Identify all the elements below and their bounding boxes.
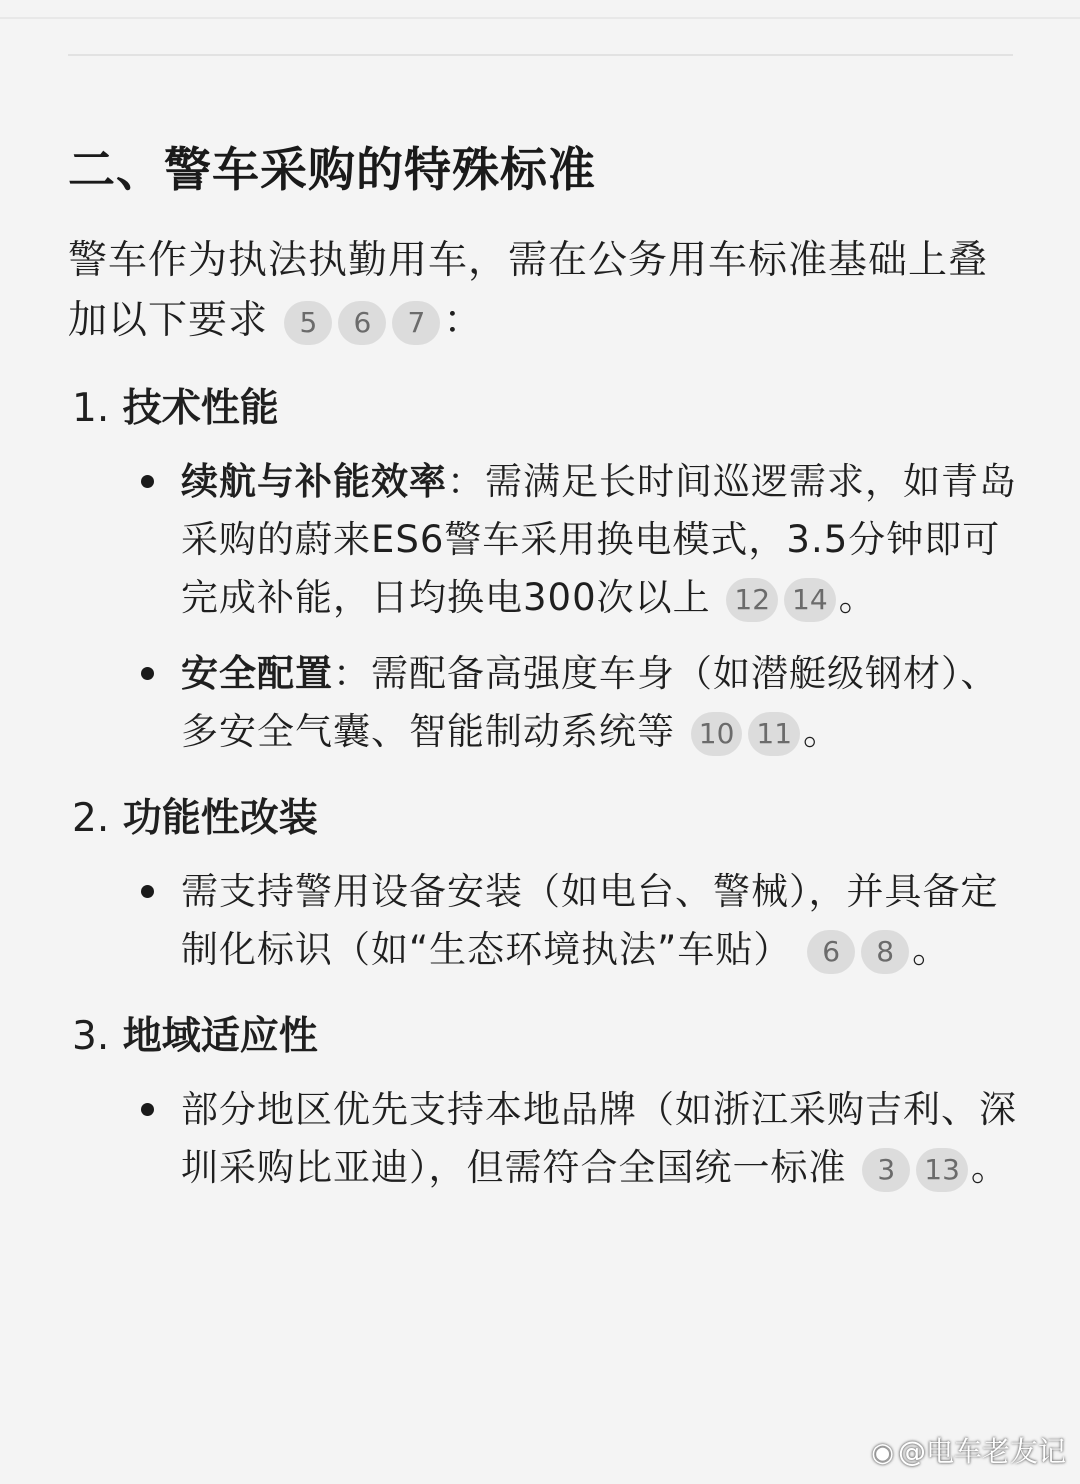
bullet-item [68,1081,1018,1197]
bullet-end: 。 [803,710,842,753]
citation-badge[interactable]: 3 [862,1148,910,1192]
list-heading-text: 地域适应性 [122,1014,318,1059]
bullet-text: 部分地区优先支持本地品牌（如浙江采购吉利、深圳采购比亚迪），但需符合全国统一标准 [181,1088,1017,1189]
list-number: 2. [72,796,110,841]
intro-paragraph [68,231,1018,351]
article-content [68,135,1018,1215]
list-heading-text: 功能性改装 [122,796,318,841]
citation-badge[interactable]: 14 [784,578,836,622]
intro-text: 警车作为执法执勤用车，需在公务用车标准基础上叠加以下要求 [68,238,989,343]
bullet-end: 。 [912,928,951,971]
citation-badge[interactable]: 8 [861,930,909,974]
citation-badge[interactable]: 10 [691,712,743,756]
bullet-bold-label: 续航与补能效率 [181,460,447,503]
bullet-item [68,453,1018,627]
citation-badge[interactable]: 6 [338,301,386,345]
list-number: 1. [72,386,110,431]
bullet-list [68,863,1018,979]
citation-badge[interactable]: 6 [807,930,855,974]
bullet-end: 。 [838,576,877,619]
divider [68,54,1013,56]
bullet-end: 。 [970,1146,1009,1189]
bullet-list [68,453,1018,761]
list-item-heading [68,379,1018,439]
bullet-dot-icon [141,885,154,898]
citation-badge[interactable]: 5 [284,301,332,345]
watermark-text: @电车老友记 [897,1435,1066,1468]
citation-badge[interactable]: 12 [726,578,778,622]
list-item-regional-adaptability [68,1007,1018,1197]
bullet-dot-icon [141,667,154,680]
bullet-dot-icon [141,1103,154,1116]
citation-badge[interactable]: 11 [748,712,800,756]
bullet-item [68,863,1018,979]
section-title: 二、警车采购的特殊标准 [68,143,596,198]
bullet-dot-icon [141,475,154,488]
bullet-text: 需支持警用设备安装（如电台、警械），并具备定制化标识（如“生态环境执法”车贴） [181,870,999,971]
citation-badge[interactable]: 7 [392,301,440,345]
bullet-bold-label: 安全配置 [181,652,333,695]
bullet-text: ：需满足长时间巡逻需求，如青岛采购的蔚来ES6警车采用换电模式，3.5分钟即可完成补能，日均换电300次以上 [181,460,1017,619]
top-border [0,17,1080,19]
list-item-technical-performance [68,379,1018,761]
citation-badge[interactable]: 13 [916,1148,968,1192]
intro-end: ： [443,298,484,343]
bullet-text: ：需配备高强度车身（如潜艇级钢材）、多安全气囊、智能制动系统等 [181,652,999,753]
bullet-list [68,1081,1018,1197]
weibo-icon: ◉ [871,1438,894,1468]
list-number: 3. [72,1014,110,1059]
list-item-heading [68,789,1018,849]
bullet-item [68,645,1018,761]
list-item-functional-modification [68,789,1018,979]
list-item-heading [68,1007,1018,1067]
watermark [871,1430,1066,1470]
list-heading-text: 技术性能 [122,386,279,431]
